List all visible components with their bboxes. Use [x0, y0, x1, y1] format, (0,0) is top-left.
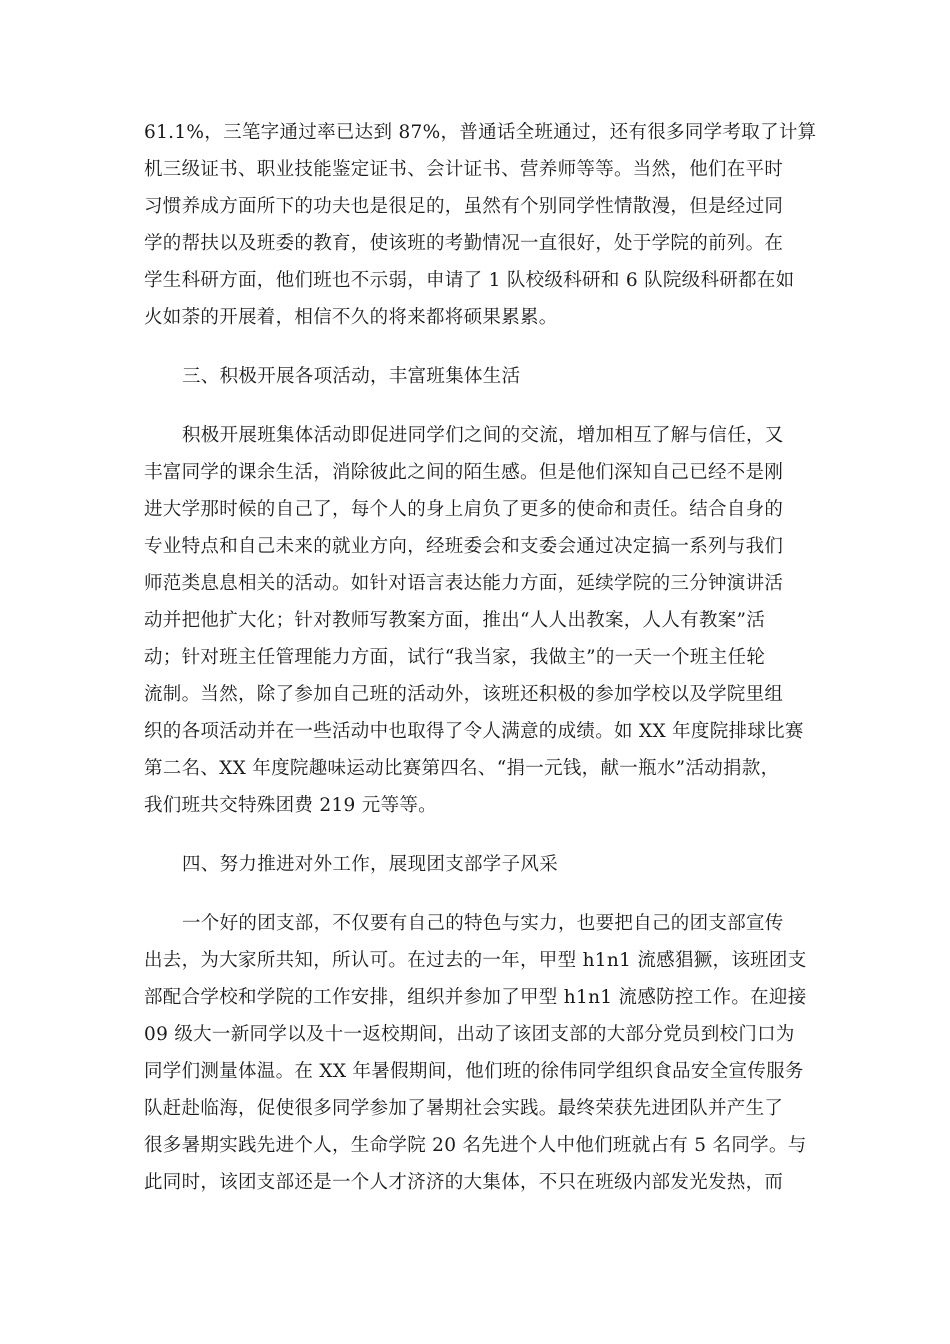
- text-line: 师范类息息相关的活动。如针对语言表达能力方面，延续学院的三分钟演讲活: [144, 573, 784, 594]
- section-heading: [144, 358, 814, 395]
- text-line: 动；针对班主任管理能力方面，试行“我当家，我做主”的一天一个班主任轮: [144, 647, 766, 668]
- text-line: 第二名、XX 年度院趣味运动比赛第四名、“捐一元钱，献一瓶水”活动捐款，: [144, 758, 780, 779]
- text-line: 出去，为大家所共知，所认可。在过去的一年，甲型 h1n1 流感猖獗，该班团支: [144, 950, 807, 971]
- paragraph-gap: [144, 824, 814, 846]
- text-line: 学的帮扶以及班委的教育，使该班的考勤情况一直很好，处于学院的前列。在: [144, 233, 784, 254]
- paragraph: [144, 905, 814, 1201]
- paragraph: [144, 417, 814, 824]
- paragraph-gap: [144, 336, 814, 358]
- text-line: 丰富同学的课余生活，消除彼此之间的陌生感。但是他们深知自己已经不是刚: [144, 462, 784, 483]
- document-body: [144, 114, 817, 1201]
- text-line: 火如荼的开展着，相信不久的将来都将硕果累累。: [144, 307, 558, 328]
- text-line: 一个好的团支部，不仅要有自己的特色与实力，也要把自己的团支部宣传: [182, 913, 784, 934]
- text-line: 同学们测量体温。在 XX 年暑假期间，他们班的徐伟同学组织食品安全宣传服务: [144, 1061, 804, 1082]
- text-line: 队赶赴临海，促使很多同学参加了暑期社会实践。最终荣获先进团队并产生了: [144, 1098, 784, 1119]
- text-line: 机三级证书、职业技能鉴定证书、会计证书、营养师等等。当然，他们在平时: [144, 159, 784, 180]
- heading-text: 四、努力推进对外工作，展现团支部学子风采: [182, 854, 559, 875]
- text-line: 动并把他扩大化；针对教师写教案方面，推出“人人出教案，人人有教案”活: [144, 610, 766, 631]
- paragraph-gap: [144, 395, 814, 417]
- text-line: 学生科研方面，他们班也不示弱，申请了 1 队校级科研和 6 队院级科研都在如: [144, 270, 795, 291]
- paragraph-gap: [144, 883, 814, 905]
- text-line: 进大学那时候的自己了，每个人的身上肩负了更多的使命和责任。结合自身的: [144, 499, 784, 520]
- section-heading: [144, 846, 814, 883]
- text-line: 部配合学校和学院的工作安排，组织并参加了甲型 h1n1 流感防控工作。在迎接: [144, 987, 807, 1008]
- paragraph: [144, 114, 817, 336]
- text-line: 很多暑期实践先进个人，生命学院 20 名先进个人中他们班就占有 5 名同学。与: [144, 1135, 807, 1156]
- text-line: 此同时，该团支部还是一个人才济济的大集体，不只在班级内部发光发热，而: [144, 1172, 784, 1193]
- text-line: 织的各项活动并在一些活动中也取得了令人满意的成绩。如 XX 年度院排球比赛: [144, 721, 804, 742]
- text-line: 流制。当然，除了参加自己班的活动外，该班还积极的参加学校以及学院里组: [144, 684, 784, 705]
- text-line: 积极开展班集体活动即促进同学们之间的交流，增加相互了解与信任，又: [182, 425, 784, 446]
- text-line: 习惯养成方面所下的功夫也是很足的，虽然有个别同学性情散漫，但是经过同: [144, 196, 784, 217]
- text-line: 61.1%，三笔字通过率已达到 87%，普通话全班通过，还有很多同学考取了计算: [144, 122, 817, 143]
- heading-text: 三、积极开展各项活动，丰富班集体生活: [182, 366, 521, 387]
- text-line: 我们班共交特殊团费 219 元等等。: [144, 795, 437, 816]
- text-line: 专业特点和自己未来的就业方向，经班委会和支委会通过决定搞一系列与我们: [144, 536, 784, 557]
- text-line: 09 级大一新同学以及十一返校期间，出动了该团支部的大部分党员到校门口为: [144, 1024, 795, 1045]
